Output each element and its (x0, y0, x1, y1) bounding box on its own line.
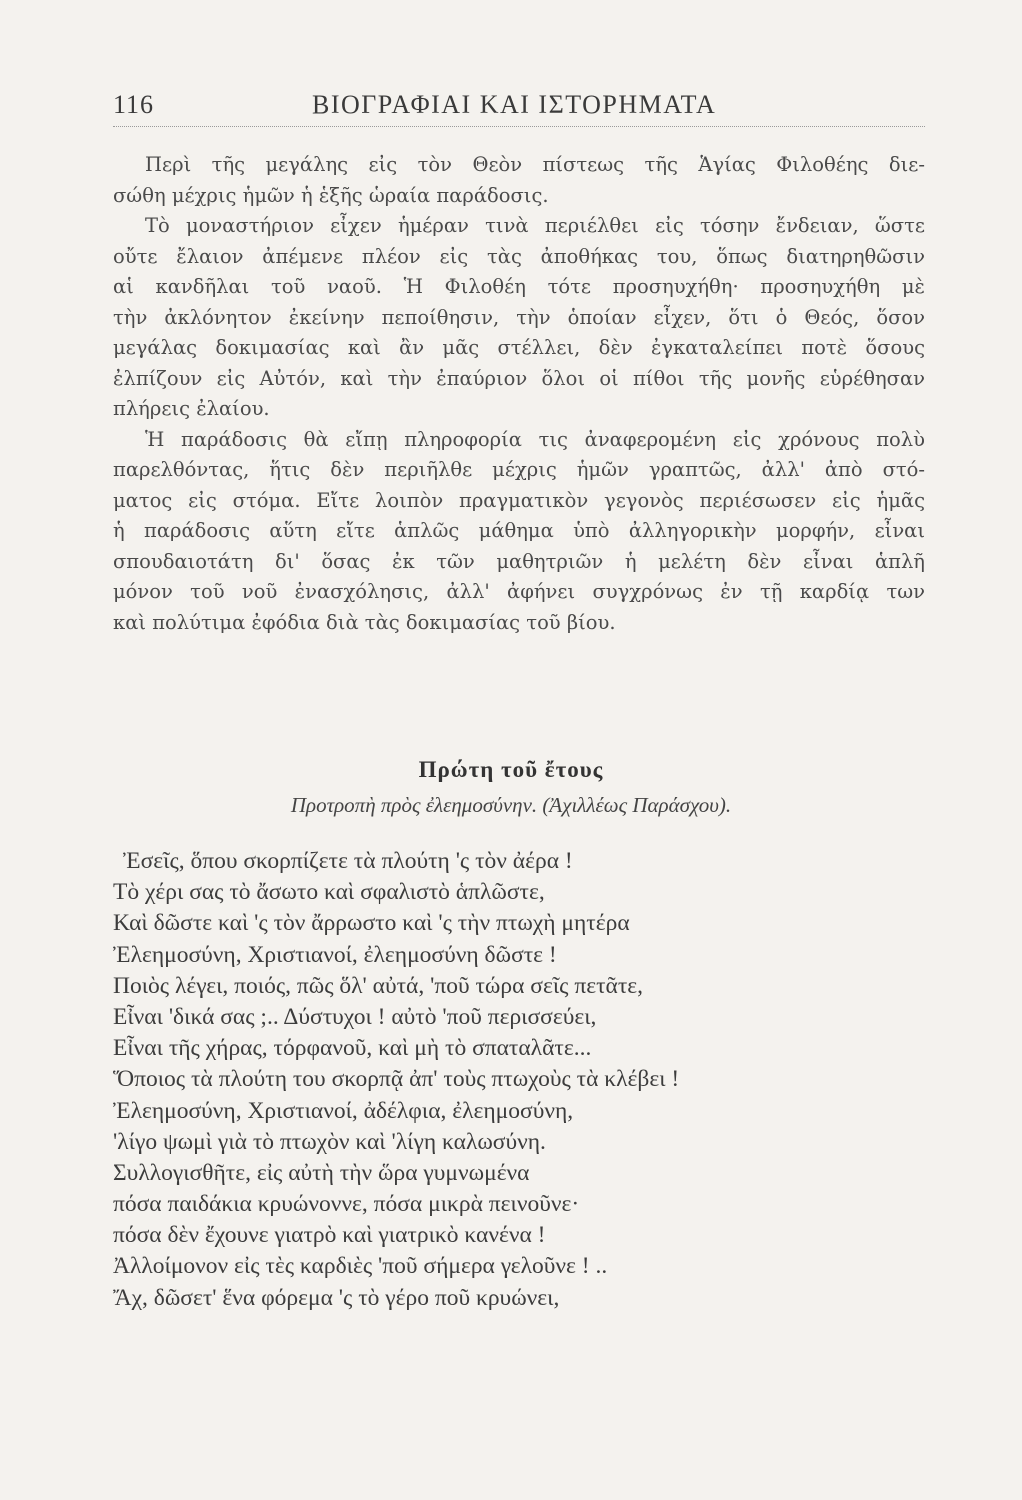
prose-line: ἐλπίζουν εἰς Αὐτόν, καὶ τὴν ἐπαύριον ὅλοι οἱ πίθοι τῆς μονῆς εὑρέθησαν (113, 366, 925, 390)
prose-line: οὔτε ἔλαιον ἀπέμενε πλέον εἰς τὰς ἀποθήκας του, ὅπως διατηρηθῶσιν (113, 244, 925, 268)
poem-line: Καὶ δῶστε καὶ 'ς τὸν ἄρρωστο καὶ 'ς τὴν πτωχὴ μητέρα (113, 910, 630, 937)
poem-line: Ἐσεῖς, ὅπου σκορπίζετε τὰ πλούτη 'ς τὸν ἀέρα ! (123, 848, 573, 874)
prose-line: αἱ κανδῆλαι τοῦ ναοῦ. Ἡ Φιλοθέη τότε προσηυχήθη· προσηυχήθη μὲ (113, 275, 925, 298)
page-number: 116 (113, 90, 155, 119)
poem-line: Ἐλεημοσύνη, Χριστιανοί, ἐλεημοσύνη δῶστε ! (113, 941, 557, 968)
poem-line: 'λίγο ψωμὶ γιὰ τὸ πτωχὸν καὶ 'λίγη καλωσύνη. (113, 1128, 546, 1155)
prose-body (113, 150, 925, 638)
poem-subtitle: Προτροπὴ πρὸς ἐλεημοσύνην. (Ἀχιλλέως Παράσχου). (290, 793, 732, 817)
prose-line: Ἡ παράδοσις θὰ εἴπῃ πληροφορία τις ἀναφερομένη εἰς χρόνους πολὺ (145, 427, 925, 451)
poem-body (113, 846, 925, 1314)
header-rule (113, 126, 925, 127)
prose-line: Τὸ μοναστήριον εἶχεν ἡμέραν τινὰ περιέλθει εἰς τόσην ἔνδειαν, ὥστε (145, 214, 925, 237)
prose-line: μεγάλας δοκιμασίας καὶ ἂν μᾶς στέλλει, δὲν ἐγκαταλείπει ποτὲ ὅσους (113, 336, 925, 359)
prose-line: πλήρεις ἐλαίου. (113, 397, 270, 420)
poem-line: πόσα παιδάκια κρυώνοννε, πόσα μικρὰ πεινοῦνε· (113, 1191, 580, 1218)
poem-line: Συλλογισθῆτε, εἰς αὐτὴ τὴν ὥρα γυμνωμένα (113, 1159, 530, 1186)
poem-title: Πρώτη τοῦ ἔτους (418, 757, 604, 782)
poem-line: Ἄχ, δῶσετ' ἕνα φόρεμα 'ς τὸ γέρο ποῦ κρυώνει, (113, 1284, 560, 1311)
poem-line: Εἶναι 'δικά σας ;.. Δύστυχοι ! αὐτὸ 'ποῦ περισσεύει, (113, 1003, 597, 1030)
poem-line: πόσα δὲν ἔχουνε γιατρὸ καὶ γιατρικὸ κανένα ! (113, 1222, 546, 1249)
running-head: ΒΙΟΓΡΑΦΙΑΙ ΚΑΙ ΙΣΤΟΡΗΜΑΤΑ (312, 90, 717, 119)
poem-line: Ἐλεημοσύνη, Χριστιανοί, ἀδέλφια, ἐλεημοσύνη, (113, 1097, 574, 1124)
prose-line: καὶ πολύτιμα ἐφόδια διὰ τὰς δοκιμασίας τοῦ βίου. (113, 610, 616, 634)
prose-line: παρελθόντας, ἥτις δὲν περιῆλθε μέχρις ἡμῶν γραπτῶς, ἀλλ' ἀπὸ στό- (113, 458, 925, 481)
poem-line: Ὅποιος τὰ πλούτη του σκορπᾷ ἀπ' τοὺς πτωχοὺς τὰ κλέβει ! (113, 1066, 680, 1093)
prose-line: τὴν ἀκλόνητον ἐκείνην πεποίθησιν, τὴν ὁποίαν εἶχεν, ὅτι ὁ Θεός, ὅσον (113, 305, 925, 329)
poem-line: Εἶναι τῆς χήρας, τόρφανοῦ, καὶ μὴ τὸ σπαταλᾶτε... (113, 1035, 592, 1062)
poem-line: Ποιὸς λέγει, ποιός, πῶς ὅλ' αὐτά, 'ποῦ τώρα σεῖς πετᾶτε, (113, 972, 644, 999)
page-header (113, 86, 925, 122)
prose-line: ἡ παράδοσις αὕτη εἴτε ἁπλῶς μάθημα ὑπὸ ἀλληγορικὴν μορφήν, εἶναι (113, 519, 925, 542)
prose-line: σώθη μέχρις ἡμῶν ἡ ἑξῆς ὡραία παράδοσις. (113, 183, 549, 207)
prose-line: Περὶ τῆς μεγάλης εἰς τὸν Θεὸν πίστεως τῆς Ἁγίας Φιλοθέης διε- (145, 153, 925, 176)
poem-line: Ἀλλοίμονον εἰς τὲς καρδιὲς 'ποῦ σήμερα γελοῦνε ! .. (113, 1253, 608, 1280)
prose-line: ματος εἰς στόμα. Εἴτε λοιπὸν πραγματικὸν γεγονὸς περιέσωσεν εἰς ἡμᾶς (113, 488, 925, 512)
prose-line: μόνον τοῦ νοῦ ἐνασχόλησις, ἀλλ' ἀφήνει συγχρόνως ἐν τῇ καρδίᾳ των (113, 580, 925, 603)
poem-line: Τὸ χέρι σας τὸ ἄσωτο καὶ σφαλιστὸ ἁπλῶστε, (113, 879, 545, 906)
prose-line: σπουδαιοτάτη δι' ὅσας ἐκ τῶν μαθητριῶν ἡ μελέτη δὲν εἶναι ἁπλῆ (113, 549, 925, 573)
